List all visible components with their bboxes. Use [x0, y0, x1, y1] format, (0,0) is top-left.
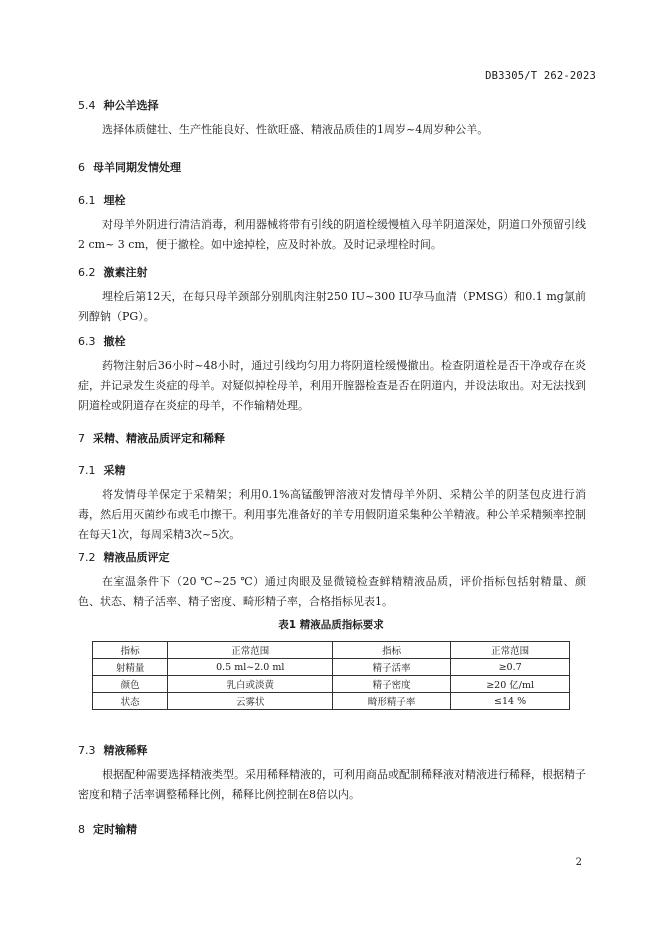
- table-cell: 乳白或淡黄: [168, 676, 333, 693]
- table-cell: ≥0.7: [451, 659, 570, 676]
- heading-6-1: 6.1 埋栓: [78, 194, 126, 207]
- table-cell: 云雾状: [168, 693, 333, 710]
- page-number: 2: [575, 857, 582, 868]
- paragraph-6-2: 埋栓后第12天，在每只母羊颈部分别肌肉注射250 IU~300 IU孕马血清（PMSG）和0.1 mg氯前列醇钠（PG）。: [78, 290, 586, 323]
- heading-6-3: 6.3 撤栓: [78, 335, 126, 348]
- paragraph-7-1: 将发情母羊保定于采精架；利用0.1%高锰酸钾溶液对发情母羊外阴、采精公羊的阴茎包皮进行消毒，然后用灭菌纱布或毛巾擦干。利用事先准备好的羊专用假阴道采集种公羊精液。种公羊采精频率控制在每天1次，每周采精3次~5次。: [78, 488, 586, 541]
- heading-6-2: 6.2 激素注射: [78, 266, 148, 279]
- table-row: [93, 676, 570, 693]
- paragraph-5-4: 选择体质健壮、生产性能良好、性欲旺盛、精液品质佳的1周岁~4周岁种公羊。: [102, 123, 489, 136]
- table-cell: 射精量: [93, 659, 168, 676]
- table-header-cell: 正常范围: [451, 642, 570, 659]
- paragraph-7-2: 在室温条件下（20 ℃~25 ℃）通过肉眼及显微镜检查鲜精精液品质，评价指标包括射精量、颜色、状态、精子活率、精子密度、畸形精子率，合格指标见表1。: [78, 575, 586, 608]
- heading-7-3: 7.3 精液稀释: [78, 744, 148, 757]
- paragraph-7-3: 根据配种需要选择精液类型。采用稀释精液的，可利用商品或配制稀释液对精液进行稀释，根据精子密度和精子活率调整稀释比例，稀释比例控制在8倍以内。: [78, 768, 586, 801]
- heading-7: 7 采精、精液品质评定和稀释: [78, 432, 225, 445]
- paragraph-6-1: 对母羊外阴进行清洁消毒，利用器械将带有引线的阴道栓缓慢植入母羊阴道深处，阴道口外预留引线2 cm~ 3 cm，便于撤栓。如中途掉栓，应及时补放。及时记录埋栓时间。: [78, 218, 586, 251]
- table-header-cell: 指标: [93, 642, 168, 659]
- table-caption: 表1 精液品质指标要求: [278, 619, 384, 631]
- table-cell: 状态: [93, 693, 168, 710]
- semen-quality-table: [92, 641, 570, 710]
- heading-7-1: 7.1 采精: [78, 464, 126, 477]
- heading-7-2: 7.2 精液品质评定: [78, 551, 170, 564]
- table-row: [93, 659, 570, 676]
- heading-5-4: 5.4 种公羊选择: [78, 99, 159, 112]
- heading-8: 8 定时输精: [78, 823, 137, 836]
- heading-6: 6 母羊同期发情处理: [78, 161, 181, 174]
- table-cell: 颜色: [93, 676, 168, 693]
- paragraph-6-3: 药物注射后36小时~48小时，通过引线均匀用力将阴道栓缓慢撤出。检查阴道栓是否干净或存在炎症，并记录发生炎症的母羊。对疑似掉栓母羊，利用开膣器检查是否在阴道内，并设法取出。对无法找到阴道栓或阴道存在炎症的母羊，不作输精处理。: [78, 359, 586, 412]
- document-code: DB3305/T 262-2023: [485, 70, 596, 82]
- table-header-cell: 指标: [333, 642, 451, 659]
- table-cell: 精子密度: [333, 676, 451, 693]
- table-row: [93, 693, 570, 710]
- table-cell: 0.5 ml~2.0 ml: [168, 659, 333, 676]
- table-cell: 精子活率: [333, 659, 451, 676]
- table-cell: 畸形精子率: [333, 693, 451, 710]
- table-cell: ≥20 亿/ml: [451, 676, 570, 693]
- table-header-cell: 正常范围: [168, 642, 333, 659]
- table-header-row: [93, 642, 570, 659]
- table-cell: ≤14 %: [451, 693, 570, 710]
